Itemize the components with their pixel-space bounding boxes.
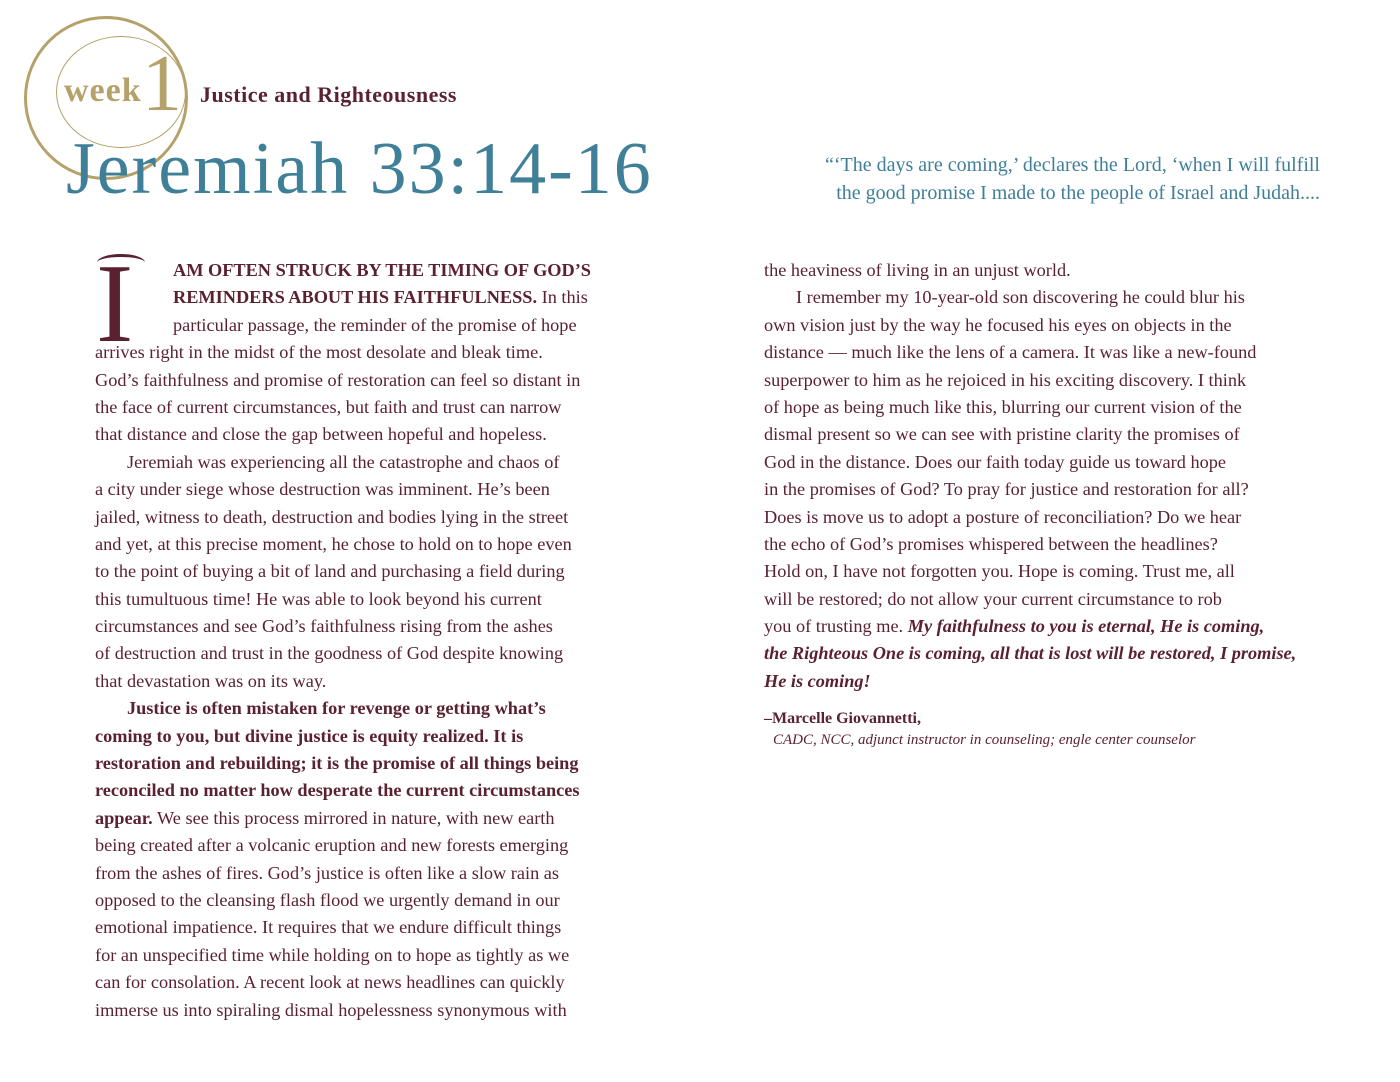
text-run: and yet, at this precise moment, he chose to hold on to hope even [95, 533, 572, 554]
text-line [764, 476, 1324, 503]
text-run: the echo of God’s promises whispered between the headlines? [764, 533, 1218, 554]
text-line [95, 558, 655, 585]
text-line [95, 914, 655, 941]
text-run: circumstances and see God’s faithfulness rising from the ashes [95, 616, 553, 637]
text-line [95, 668, 655, 695]
drop-cap: I [96, 242, 134, 366]
text-run: God’s faithfulness and promise of restoration can feel so distant in [95, 369, 581, 390]
text-line [95, 449, 655, 476]
text-run: the Righteous One is coming, all that is lost will be restored, I promise, [764, 643, 1297, 664]
text-run: the heaviness of living in an unjust world. [764, 260, 1071, 280]
text-run: of destruction and trust in the goodness of God despite knowing [95, 643, 564, 664]
pull-quote-line: the good promise I made to the people of Israel and Judah.... [836, 181, 1320, 204]
text-run: reconciled no matter how desperate the current circumstances [95, 780, 580, 801]
text-line [95, 284, 655, 311]
text-run: own vision just by the way he focused his eyes on objects in the [764, 314, 1232, 335]
text-run: arrives right in the midst of the most desolate and bleak time. [95, 342, 543, 363]
scripture-reference: Jeremiah 33:14-16 [66, 128, 653, 210]
text-run: dismal present so we can see with pristine clarity the promises of [764, 424, 1240, 445]
text-line [764, 531, 1324, 558]
text-line [95, 640, 655, 667]
text-line [95, 969, 655, 996]
text-run: coming to you, but divine justice is equity realized. It is [95, 725, 524, 746]
pull-quote-line: “‘The days are coming,’ declares the Lord, ‘when I will fulfill [825, 154, 1320, 176]
text-line [95, 860, 655, 887]
left-column-text [95, 257, 655, 1024]
text-run: being created after a volcanic eruption and new forests emerging [95, 835, 569, 856]
author-name: –Marcelle Giovannetti, [764, 710, 921, 727]
text-line [95, 887, 655, 914]
text-run: that devastation was on its way. [95, 670, 327, 691]
text-run: the face of current circumstances, but faith and trust can narrow [95, 396, 562, 417]
text-line [95, 312, 655, 339]
text-run: a city under siege whose destruction was imminent. He’s been [95, 479, 550, 500]
text-line [764, 339, 1324, 366]
text-run: for an unspecified time while holding on to hope as tightly as we [95, 944, 570, 965]
text-run: distance — much like the lens of a camera. It was like a new-found [764, 342, 1257, 363]
text-line [95, 367, 655, 394]
text-line [95, 832, 655, 859]
text-line [764, 421, 1324, 448]
text-line [764, 367, 1324, 394]
text-line [95, 531, 655, 558]
text-run: AM OFTEN STRUCK BY THE TIMING OF GOD’S [173, 260, 591, 280]
text-run: My faithfulness to you is eternal, He is coming, [907, 616, 1265, 637]
text-line [764, 586, 1324, 613]
text-run: from the ashes of fires. God’s justice is often like a slow rain as [95, 862, 560, 883]
right-column-text [764, 257, 1324, 695]
text-line [95, 997, 655, 1024]
text-run: Justice is often mistaken for revenge or getting what’s [127, 698, 546, 719]
text-run: particular passage, the reminder of the promise of hope [173, 314, 577, 335]
text-line [95, 942, 655, 969]
text-run: REMINDERS ABOUT HIS FAITHFULNESS. [173, 287, 538, 308]
text-run: will be restored; do not allow your current circumstance to rob [764, 588, 1222, 609]
week-label: week [64, 72, 142, 109]
text-run: Jeremiah was experiencing all the catastrophe and chaos of [127, 451, 560, 472]
text-run: you of trusting me. [764, 616, 908, 637]
text-line [95, 339, 655, 366]
text-run: Does is move us to adopt a posture of reconciliation? Do we hear [764, 506, 1242, 527]
text-line [95, 723, 655, 750]
text-line [95, 394, 655, 421]
author-credentials: CADC, NCC, adjunct instructor in counseling; engle center counselor [773, 732, 1196, 748]
text-line [95, 613, 655, 640]
text-line [764, 257, 1324, 284]
text-run: this tumultuous time! He was able to look beyond his current [95, 588, 542, 609]
text-line [764, 668, 1324, 695]
text-line [95, 777, 655, 804]
pull-quote [760, 152, 1320, 207]
text-line [95, 476, 655, 503]
text-line [95, 421, 655, 448]
text-line [764, 640, 1324, 667]
text-line [764, 558, 1324, 585]
text-run: In this [537, 287, 588, 308]
text-run: We see this process mirrored in nature, with new earth [152, 807, 555, 828]
text-line [764, 312, 1324, 339]
text-line [764, 504, 1324, 531]
text-line [95, 750, 655, 777]
text-run: emotional impatience. It requires that we endure difficult things [95, 917, 562, 938]
text-run: that distance and close the gap between hopeful and hopeless. [95, 424, 547, 445]
text-line [764, 613, 1324, 640]
text-run: He is coming! [764, 670, 871, 691]
text-line [95, 504, 655, 531]
text-line [95, 257, 655, 284]
text-run: Hold on, I have not forgotten you. Hope is coming. Trust me, all [764, 561, 1235, 582]
text-run: in the promises of God? To pray for justice and restoration for all? [764, 479, 1249, 500]
text-run: of hope as being much like this, blurring our current vision of the [764, 396, 1242, 417]
text-run: appear. [95, 807, 153, 828]
text-run: jailed, witness to death, destruction and bodies lying in the street [95, 506, 569, 527]
text-run: I remember my 10-year-old son discovering he could blur his [796, 287, 1245, 308]
text-run: opposed to the cleansing flash flood we urgently demand in our [95, 889, 560, 910]
text-line [764, 394, 1324, 421]
text-run: can for consolation. A recent look at news headlines can quickly [95, 972, 565, 993]
text-line [764, 449, 1324, 476]
text-run: God in the distance. Does our faith today guide us toward hope [764, 451, 1227, 472]
text-line [95, 805, 655, 832]
text-run: immerse us into spiraling dismal hopelessness synonymous with [95, 999, 567, 1020]
text-line [764, 284, 1324, 311]
text-run: superpower to him as he rejoiced in his exciting discovery. I think [764, 369, 1247, 390]
week-number: 1 [142, 40, 182, 128]
text-run: restoration and rebuilding; it is the promise of all things being [95, 753, 579, 774]
theme-title: Justice and Righteousness [200, 82, 457, 107]
text-run: to the point of buying a bit of land and purchasing a field during [95, 561, 565, 582]
text-line [95, 695, 655, 722]
text-line [95, 586, 655, 613]
